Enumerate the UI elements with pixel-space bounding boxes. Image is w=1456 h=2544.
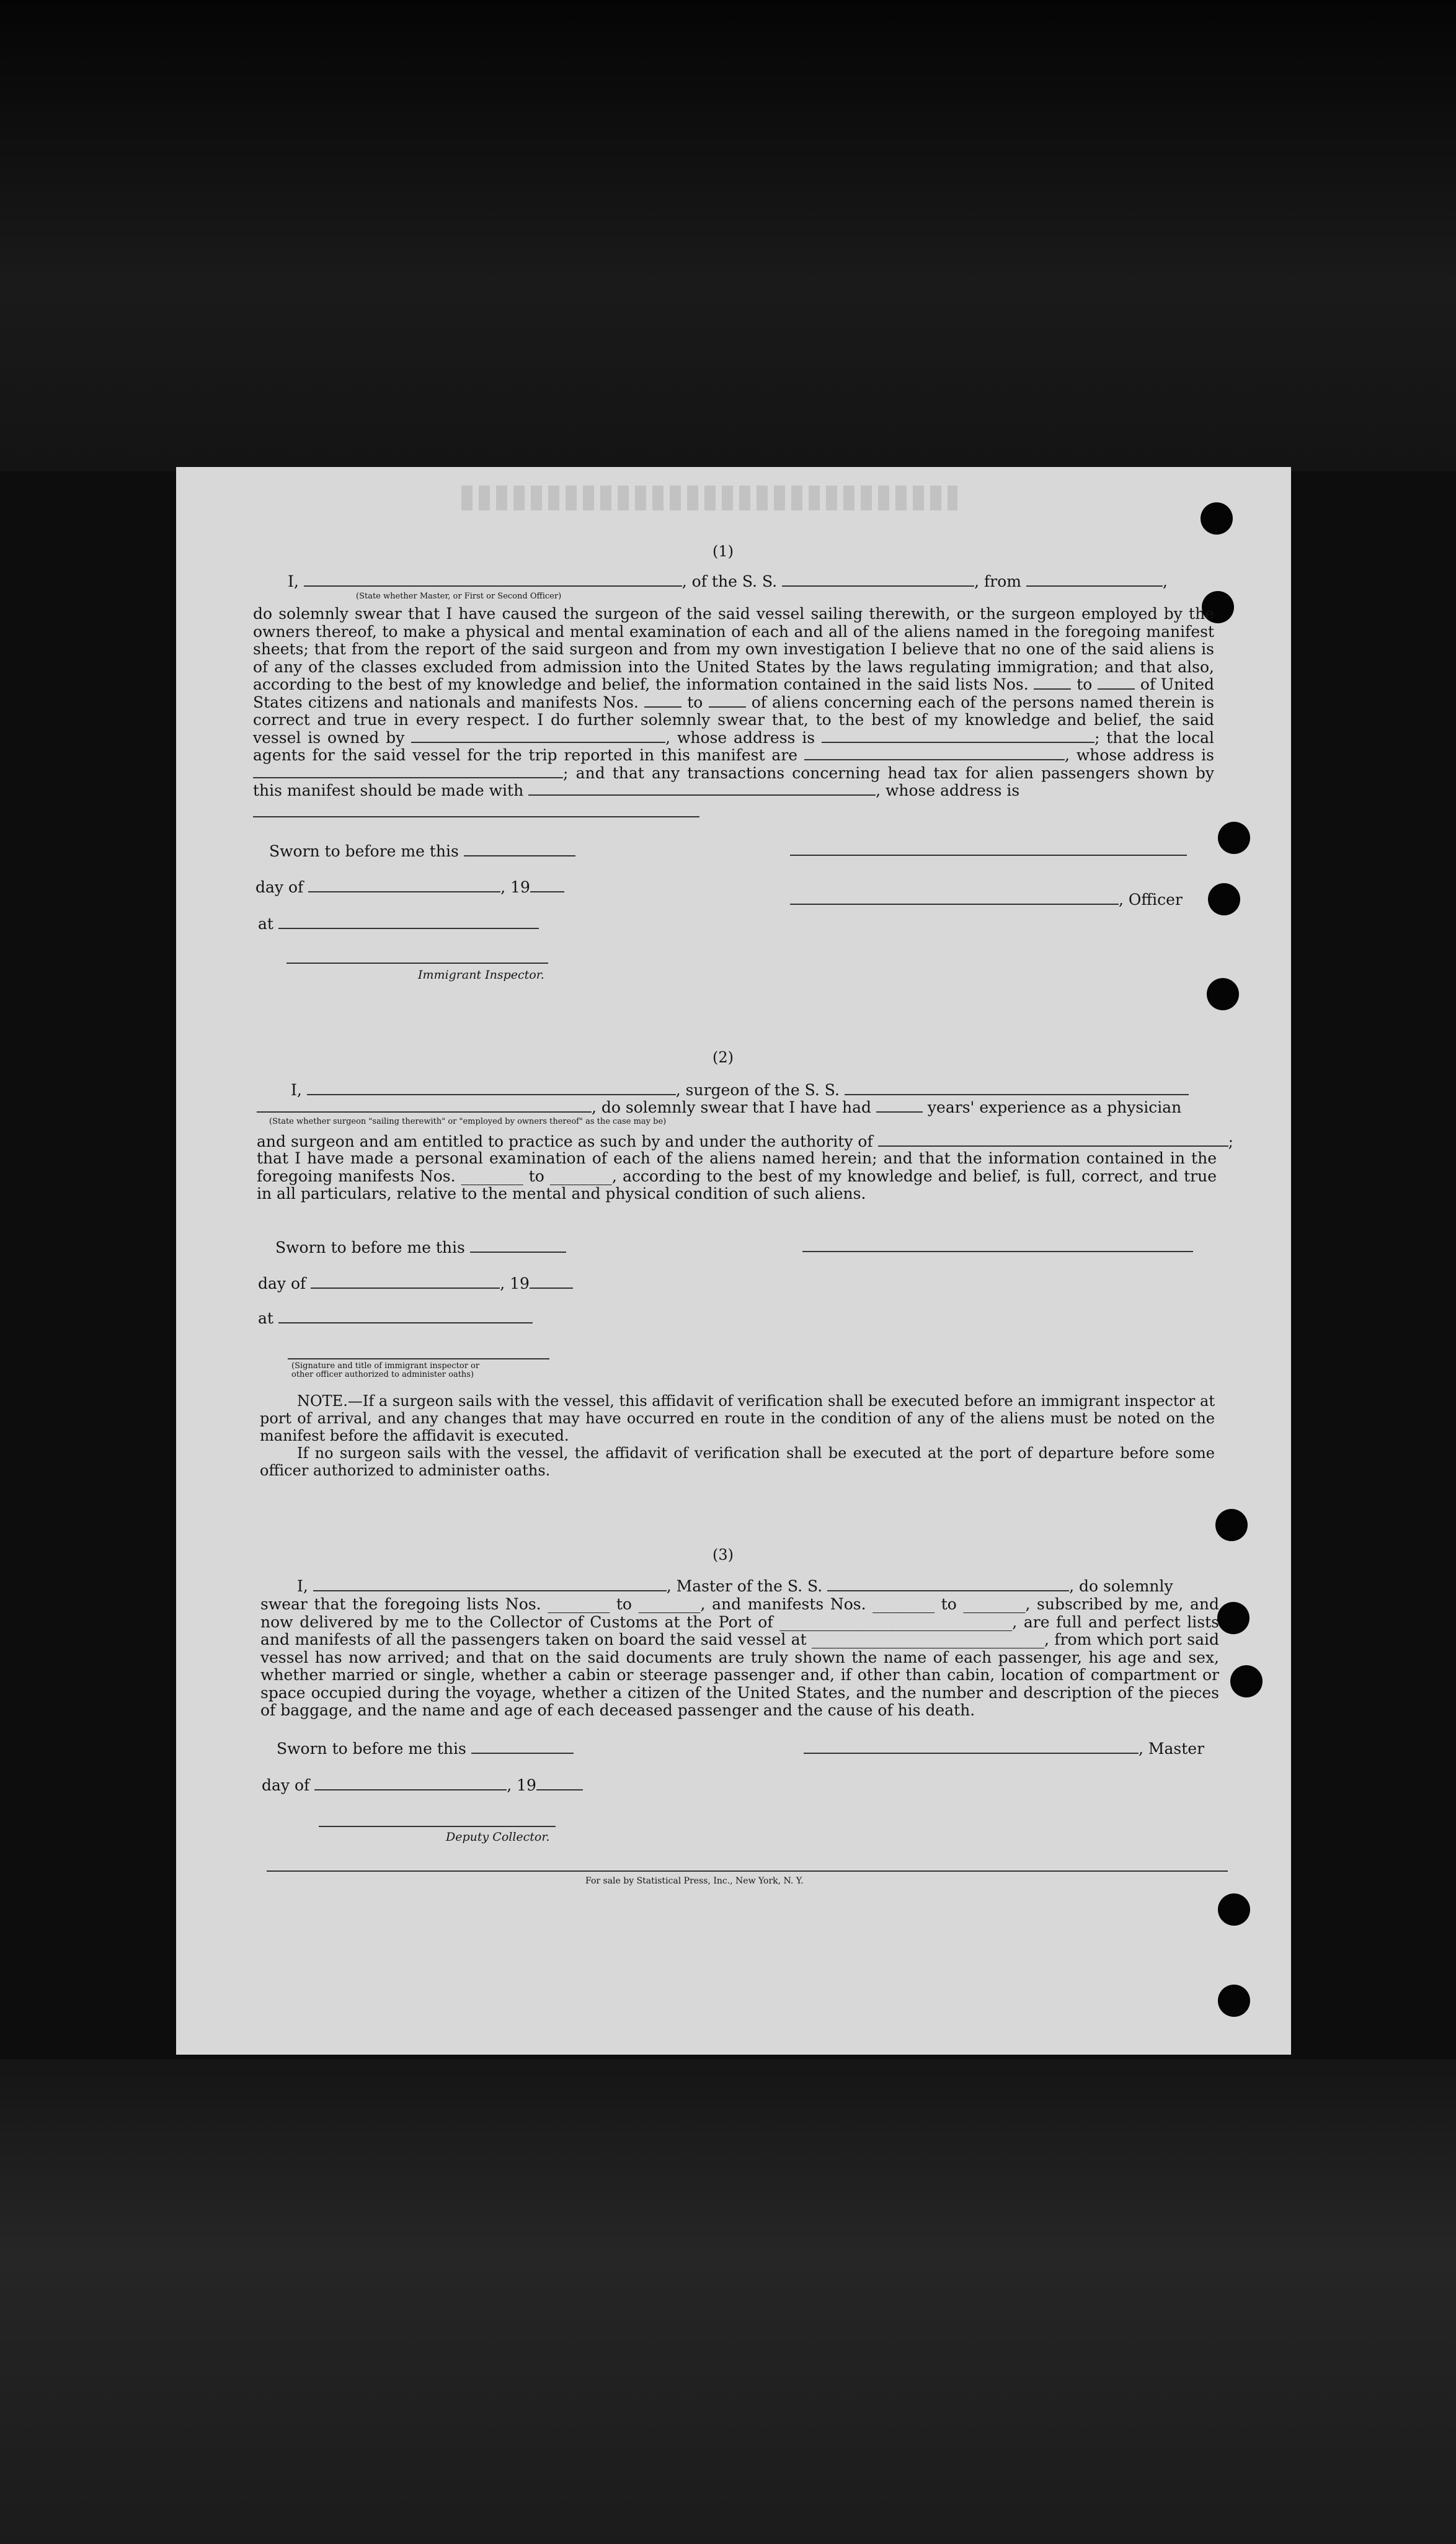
officer-line: , Officer bbox=[790, 891, 1183, 909]
section-1-at-line: at bbox=[258, 915, 539, 933]
section-2-at-line: at bbox=[258, 1309, 533, 1328]
punch-hole bbox=[1201, 502, 1233, 535]
master-signature-field[interactable] bbox=[804, 1740, 1139, 1754]
day-field[interactable] bbox=[314, 1777, 507, 1790]
section-2-number: (2) bbox=[712, 1049, 734, 1066]
manifests-from-field[interactable] bbox=[644, 694, 681, 708]
section-2-day-line: day of , 19 bbox=[258, 1274, 573, 1293]
section-2-caption: (State whether surgeon "sailing therewith" or "employed by owners thereof" as the case may be) bbox=[269, 1117, 667, 1126]
master-line: , Master bbox=[804, 1740, 1204, 1758]
at-place-field[interactable] bbox=[278, 915, 539, 929]
inspector-signature-line[interactable] bbox=[288, 1358, 549, 1359]
surgeon-signature-line[interactable] bbox=[802, 1251, 1193, 1252]
section-3-sworn-line: Sworn to before me this bbox=[277, 1740, 574, 1758]
footer-imprint: For sale by Statistical Press, Inc., New York, N. Y. bbox=[585, 1876, 804, 1886]
surgeon-name-field[interactable] bbox=[307, 1082, 676, 1095]
section-3-oath-line: I, , Master of the S. S. , do solemnly bbox=[297, 1577, 1173, 1595]
section-3-number: (3) bbox=[712, 1546, 734, 1563]
surgeon-status-field[interactable] bbox=[257, 1099, 592, 1113]
authority-field[interactable] bbox=[878, 1133, 1228, 1147]
scan-background-top bbox=[0, 0, 1456, 471]
footer-rule bbox=[267, 1870, 1228, 1872]
punch-hole bbox=[1217, 1602, 1250, 1634]
note-paragraph-2: If no surgeon sails with the vessel, the affidavit of verification shall be executed at the port of departure before some officer authorized to administer oaths. bbox=[260, 1444, 1215, 1479]
punch-hole bbox=[1207, 978, 1239, 1010]
sworn-date-field[interactable] bbox=[470, 1239, 566, 1253]
note-block bbox=[260, 1392, 1215, 1479]
day-field[interactable] bbox=[308, 879, 500, 892]
signature-caption-2: other officer authorized to administer oaths) bbox=[291, 1370, 474, 1379]
punch-hole bbox=[1218, 1985, 1250, 2017]
section-1-body: do solemnly swear that I have caused the surgeon of the said vessel sailing therewith, or the surgeon employed by the owners thereof, to make a physical and mental examination of each and all of the aliens named in the foregoing manifest sheets; that from the report of the said surgeon and from my own investigation I believe that no one of the said aliens is of any of the classes excluded from admission into the United States by the laws regulating immigration; and that also, according to the best of my knowledge and belief, the information contained in the said lists Nos. to of United States citizens and nationals and manifests Nos. to of aliens concerning each of the persons named therein is correct and true in every respect. I do further solemnly swear that, to the best of my knowledge and belief, the said vessel is owned by , whose address is ; that the local agents for the said vessel for the trip reported in this manifest are , whose address is ; and that any transactions concerning head tax for alien passengers shown by this manifest should be made with , whose address is bbox=[253, 605, 1215, 799]
year-field[interactable] bbox=[530, 1275, 573, 1289]
lists-from-field[interactable] bbox=[1034, 676, 1071, 690]
section-3-day-line: day of , 19 bbox=[262, 1776, 583, 1795]
year-field[interactable] bbox=[530, 879, 564, 892]
comma-label: , bbox=[1162, 572, 1168, 590]
oath-i-label: I, bbox=[288, 572, 299, 590]
scan-background-bottom bbox=[0, 2059, 1456, 2544]
punch-hole bbox=[1230, 1665, 1263, 1697]
of-ss-label: , of the S. S. bbox=[681, 572, 778, 590]
lists-to-field[interactable] bbox=[1098, 676, 1135, 690]
collector-signature-line[interactable] bbox=[319, 1826, 556, 1827]
owner-address-field[interactable] bbox=[822, 729, 1094, 743]
master-name-field[interactable] bbox=[313, 1578, 667, 1591]
section-3-body: swear that the foregoing lists Nos. ________ to ________, and manifests Nos. ________ to ________, subscribed by me, and now delivered by me to the Collector of Customs at the Port of ______________________________, are full and perfect lists and manifests of all the passengers taken on board the said vessel at ______________________________, from which port said vessel has now arrived; and that on the said documents are truly shown the name of each passenger, his age and sex, whether married or single, whether a cabin or steerage passenger and, if other than cabin, location of compartment or space occupied during the voyage, whether a citizen of the United States, and the number and description of the pieces of baggage, and the name and age of each deceased passenger and the cause of his death. bbox=[260, 1595, 1219, 1719]
punch-hole bbox=[1215, 1509, 1248, 1541]
inspector-caption: Immigrant Inspector. bbox=[418, 968, 544, 982]
at-place-field[interactable] bbox=[278, 1310, 533, 1323]
section-1-oath-line bbox=[288, 572, 1168, 591]
section-2-swear-line: , do solemnly swear that I have had years' experience as a physician bbox=[257, 1098, 1181, 1117]
year-field[interactable] bbox=[536, 1777, 583, 1790]
from-label: , from bbox=[974, 572, 1021, 590]
sworn-date-field[interactable] bbox=[471, 1740, 574, 1754]
section-1-day-line: day of , 19 bbox=[255, 878, 564, 897]
signature-caption-1: (Signature and title of immigrant inspector or bbox=[291, 1361, 480, 1371]
sworn-date-field[interactable] bbox=[464, 843, 575, 856]
master-ship-field[interactable] bbox=[827, 1578, 1069, 1591]
surgeon-ship-field[interactable] bbox=[845, 1082, 1189, 1095]
day-field[interactable] bbox=[311, 1275, 500, 1289]
manifests-to-field[interactable] bbox=[709, 694, 746, 708]
punch-hole bbox=[1218, 1893, 1250, 1926]
head-tax-field[interactable] bbox=[528, 782, 876, 796]
section-2-body: that I have made a personal examination of each of the aliens named herein; and that the information contained in the foregoing manifests Nos. ________ to ________, according to the best of my knowledge and belief, is full, correct, and true in all particulars, relative to the mental and physical condition of such aliens. bbox=[257, 1149, 1217, 1203]
note-paragraph-1: NOTE.—If a surgeon sails with the vessel, this affidavit of verification shall be executed before an immigrant inspector at port of arrival, and any changes that may have occurred en route in the condition of any of the aliens must be noted on the manifest before the affidavit is executed. bbox=[260, 1392, 1215, 1444]
section-1-number: (1) bbox=[712, 543, 734, 560]
section-2-authority-line: and surgeon and am entitled to practice as such by and under the authority of ; bbox=[257, 1132, 1234, 1150]
port-from-field[interactable] bbox=[1026, 573, 1163, 587]
document-page bbox=[176, 467, 1291, 2055]
officer-name-field[interactable] bbox=[304, 573, 682, 587]
years-experience-field[interactable] bbox=[876, 1099, 923, 1113]
owner-field[interactable] bbox=[411, 729, 665, 743]
inspector-signature-line[interactable] bbox=[286, 963, 548, 964]
section-2-oath-line: I, , surgeon of the S. S. bbox=[291, 1081, 1189, 1100]
local-agents-field[interactable] bbox=[804, 747, 1065, 760]
section-1-caption: (State whether Master, or First or Second Officer) bbox=[356, 592, 562, 601]
ship-name-field[interactable] bbox=[782, 573, 974, 587]
agents-address-field[interactable] bbox=[253, 765, 563, 778]
punch-hole bbox=[1208, 883, 1240, 915]
section-1-sworn-line: Sworn to before me this bbox=[269, 842, 575, 861]
address-continuation-line[interactable] bbox=[253, 816, 699, 817]
bleed-through-text bbox=[461, 486, 957, 510]
deputy-caption: Deputy Collector. bbox=[446, 1830, 550, 1844]
officer-title-field[interactable] bbox=[790, 891, 1119, 905]
section-2-sworn-line: Sworn to before me this bbox=[275, 1239, 566, 1257]
punch-hole bbox=[1218, 822, 1250, 854]
officer-signature-line[interactable] bbox=[790, 855, 1187, 856]
